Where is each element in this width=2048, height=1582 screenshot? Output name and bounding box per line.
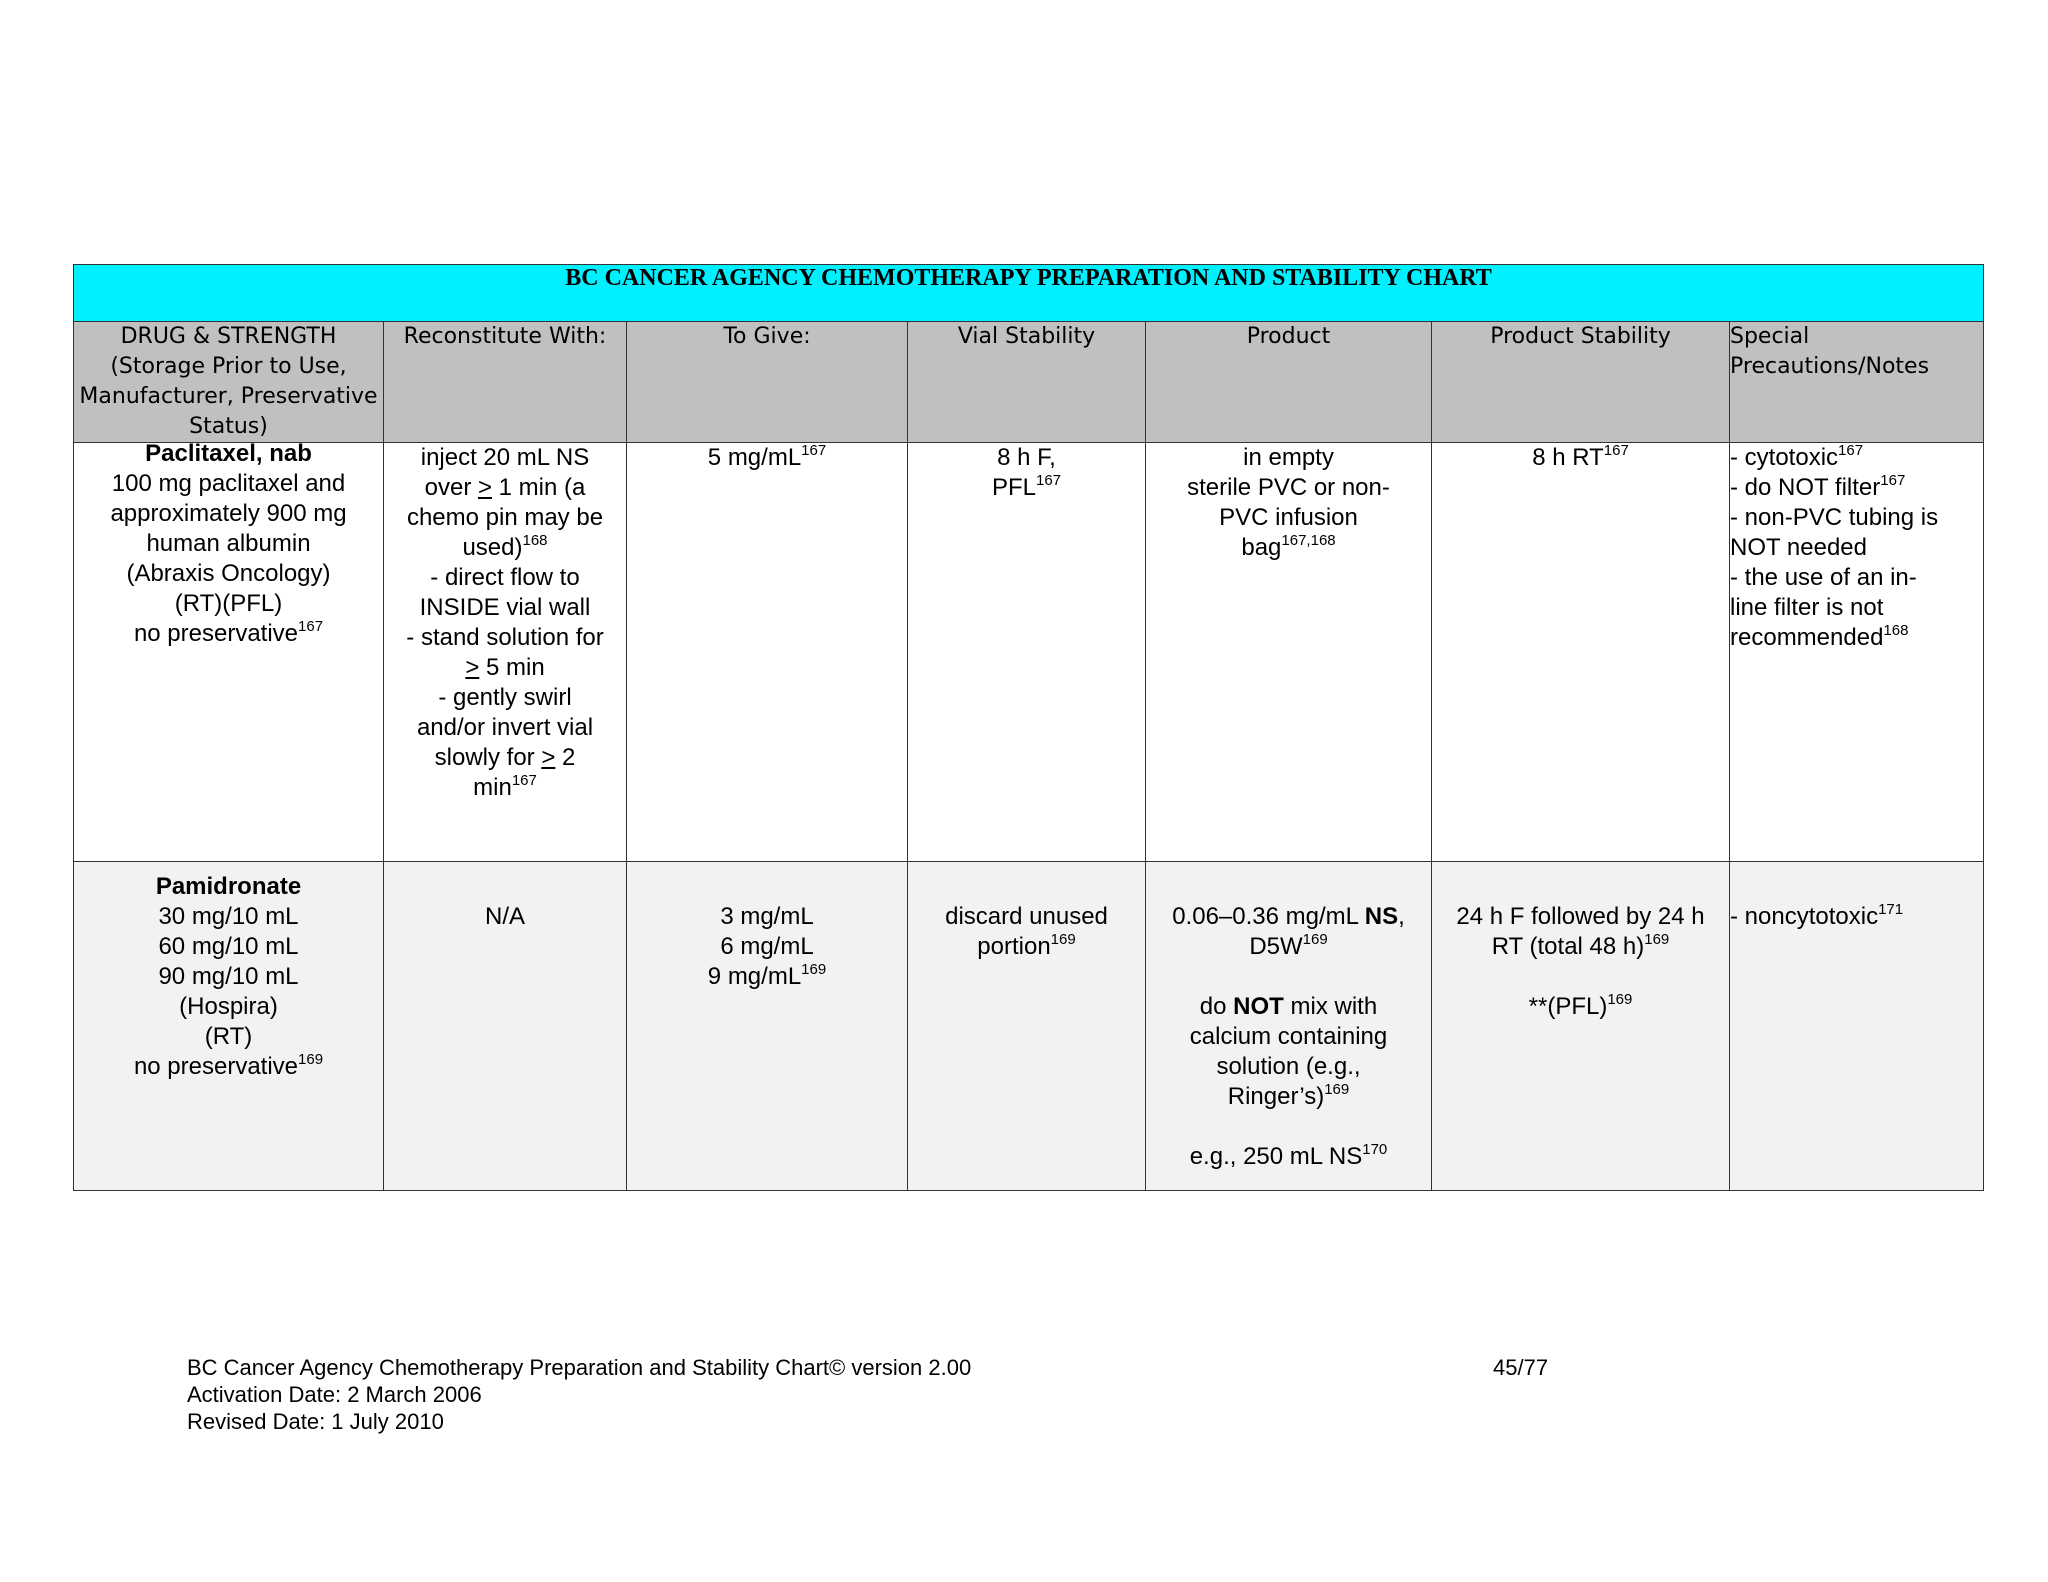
page-number: 45/77 [1493,1355,1549,1380]
drug-name: Pamidronate [155,873,302,900]
special-precautions-cell: - noncytotoxic$^{171}$ [1730,862,1984,1191]
reference-superscript: 167 [1880,472,1906,489]
reference-superscript: 167 [1838,442,1864,459]
product-cell: in empty sterile PVC or non- PVC infusion bag$^{167,168}$ [1146,443,1432,862]
to-give-cell: 5 $mg/mL^{167}$ [627,443,908,862]
footer-revised-date: Revised Date: 1 July 2010 [187,1409,444,1434]
table-title-row [74,265,1984,322]
table-title: BC CANCER AGENCY CHEMOTHERAPY PREPARATION AND STABILITY CHART [74,265,1984,322]
product-cell: 0.06–0.36 mg/mL NS, $D5W^{169}$ do NOT mix with calcium containing solution (e.g., Ringer’s)$^{169}$ e.g., 250 mL NS$^{170}$ [1146,862,1432,1191]
reference-superscript: 167 [511,772,537,789]
header-row [74,322,1984,443]
reference-superscript: 168 [1883,622,1909,639]
product-stability-cell: 8 h RT$^{167}$ [1432,443,1730,862]
header-to-give: To Give: [627,322,908,443]
product-stability-cell: 24 h F followed by 24 h RT (total 48 h)$^{169}$ **(PFL)$^{169}$ [1432,862,1730,1191]
reference-superscript: 167 [1603,442,1629,459]
reconstitute-cell: inject 20 mL NS over > 1 min (a chemo pin may be used)$^{168}$ - direct flow to INSIDE vial wall - stand solution for > 5 min - gently swirl and/or invert vial slowly for > 2 $\min^{167}$ [384,443,627,862]
reference-superscript: 169 [801,961,827,978]
header-product: Product [1146,322,1432,443]
to-give-cell: 3 mg/mL 6 mg/mL 9 $mg/mL^{169}$ [627,862,908,1191]
header-vial-stability: Vial Stability [908,322,1146,443]
header-drug-strength: DRUG & STRENGTH (Storage Prior to Use, Manufacturer, Preservative Status) [74,322,384,443]
header-product-stability: Product Stability [1432,322,1730,443]
page-footer [187,1354,971,1435]
reference-superscript: 167 [298,618,324,635]
reference-superscript: 167 [1035,472,1062,489]
reference-superscript: 169 [298,1051,324,1068]
drug-cell: Paclitaxel, nab 100 mg paclitaxel and approximately 900 mg human albumin (Abraxis Oncology) (RT)(PFL) no preservative$^{167}$ [74,443,384,862]
drug-cell: Pamidronate 30 mg/10 mL 60 mg/10 mL 90 mg/10 mL (Hospira) (RT) no preservative$^{169}$ [74,862,384,1191]
footer-activation-date: Activation Date: 2 March 2006 [187,1382,482,1407]
vial-stability-cell: 8 h F, PFL$^{167}$ [908,443,1146,862]
reference-superscript: 169 [1607,991,1633,1008]
reference-superscript: 167 [801,442,827,459]
chemotherapy-stability-table [73,264,1984,1191]
reference-superscript: 169 [1050,931,1076,948]
reference-superscript: 169 [1644,931,1670,948]
reference-superscript: 171 [1878,901,1904,918]
reference-superscript: 169 [1324,1081,1350,1098]
table-row [74,862,1984,1191]
header-reconstitute: Reconstitute With: [384,322,627,443]
vial-stability-cell: discard unused portion$^{169}$ [908,862,1146,1191]
drug-name: Paclitaxel, nab [145,440,312,467]
reconstitute-cell: N/A [384,862,627,1191]
header-special-precautions: Special Precautions/Notes [1730,322,1984,443]
special-precautions-cell: - cytotoxic$^{167}$ - do NOT filter$^{167}$ - non-PVC tubing is NOT needed - the use of an in- line filter is not recommended$^{168}$ [1730,443,1984,862]
reference-superscript: 167,168 [1281,532,1336,549]
table-row [74,443,1984,862]
footer-document-title: BC Cancer Agency Chemotherapy Preparation and Stability Chart© version 2.00 [187,1355,972,1380]
reference-superscript: 168 [522,532,548,549]
reference-superscript: 169 [1302,931,1328,948]
reference-superscript: 170 [1362,1141,1388,1158]
